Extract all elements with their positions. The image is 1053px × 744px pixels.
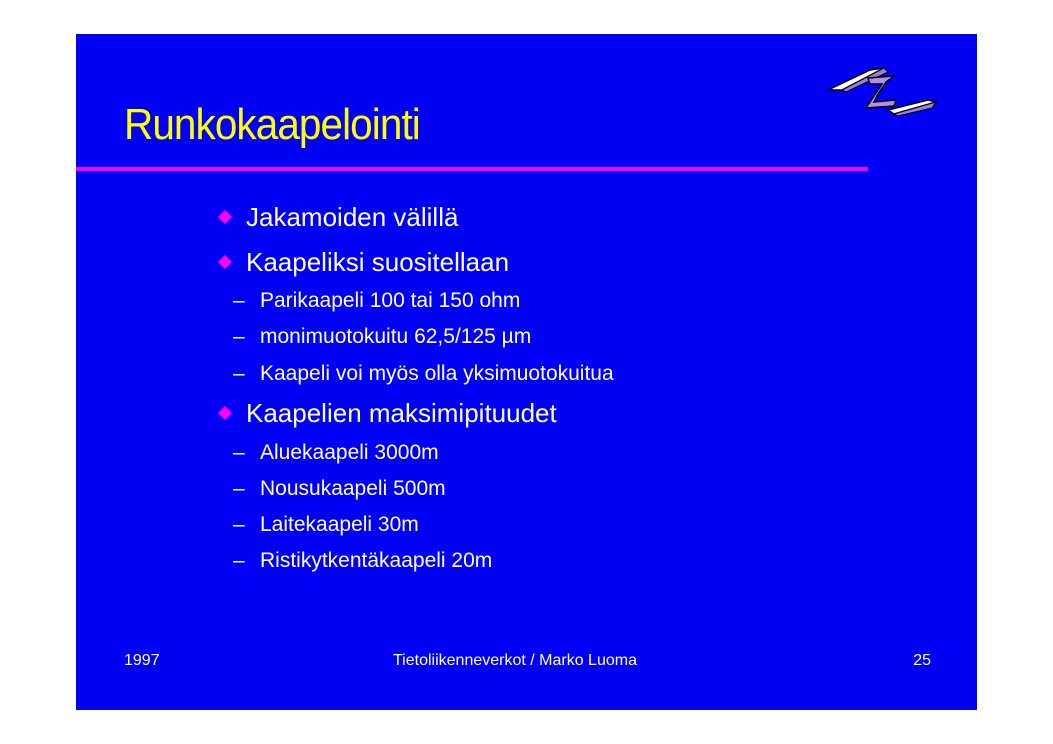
dash-marker: – (233, 549, 245, 572)
dash-marker: – (233, 513, 245, 536)
sub-bullet-item (233, 362, 614, 386)
bullet-text: Kaapeliksi suositellaan (246, 247, 510, 277)
bullet-list (76, 34, 977, 710)
dash-marker: – (233, 325, 245, 348)
sub-bullet-item (233, 477, 446, 501)
slide (76, 34, 977, 710)
sub-bullet-item (233, 549, 492, 573)
bullet-text: Jakamoiden välillä (246, 202, 459, 232)
sub-bullet-item (233, 513, 419, 537)
bullet-item (220, 398, 557, 429)
sub-bullet-text: Parikaapeli 100 tai 150 ohm (260, 289, 521, 312)
footer-course: Tietoliikenneverkot / Marko Luoma (393, 652, 637, 669)
diamond-bullet-icon (218, 255, 232, 269)
bullet-text: Kaapelien maksimipituudet (246, 398, 557, 428)
sub-bullet-text: Laitekaapeli 30m (260, 513, 419, 536)
diamond-bullet-icon (218, 210, 232, 224)
sub-bullet-item (233, 325, 531, 349)
sub-bullet-item (233, 289, 520, 313)
sub-bullet-item (233, 441, 439, 465)
footer-page-number: 25 (913, 652, 931, 669)
bullet-item (220, 247, 509, 278)
dash-marker: – (233, 362, 245, 385)
diamond-bullet-icon (218, 406, 232, 420)
sub-bullet-text: monimuotokuitu 62,5/125 µm (260, 325, 532, 348)
sub-bullet-text: Kaapeli voi myös olla yksimuotokuitua (260, 362, 614, 385)
bullet-item (220, 202, 458, 233)
sub-bullet-text: Nousukaapeli 500m (260, 477, 446, 500)
dash-marker: – (233, 289, 245, 312)
slide-title: Runkokaapelointi (124, 100, 420, 149)
sub-bullet-text: Aluekaapeli 3000m (260, 441, 439, 464)
dash-marker: – (233, 441, 245, 464)
sub-bullet-text: Ristikytkentäkaapeli 20m (260, 549, 493, 572)
footer-year: 1997 (124, 652, 160, 669)
dash-marker: – (233, 477, 245, 500)
